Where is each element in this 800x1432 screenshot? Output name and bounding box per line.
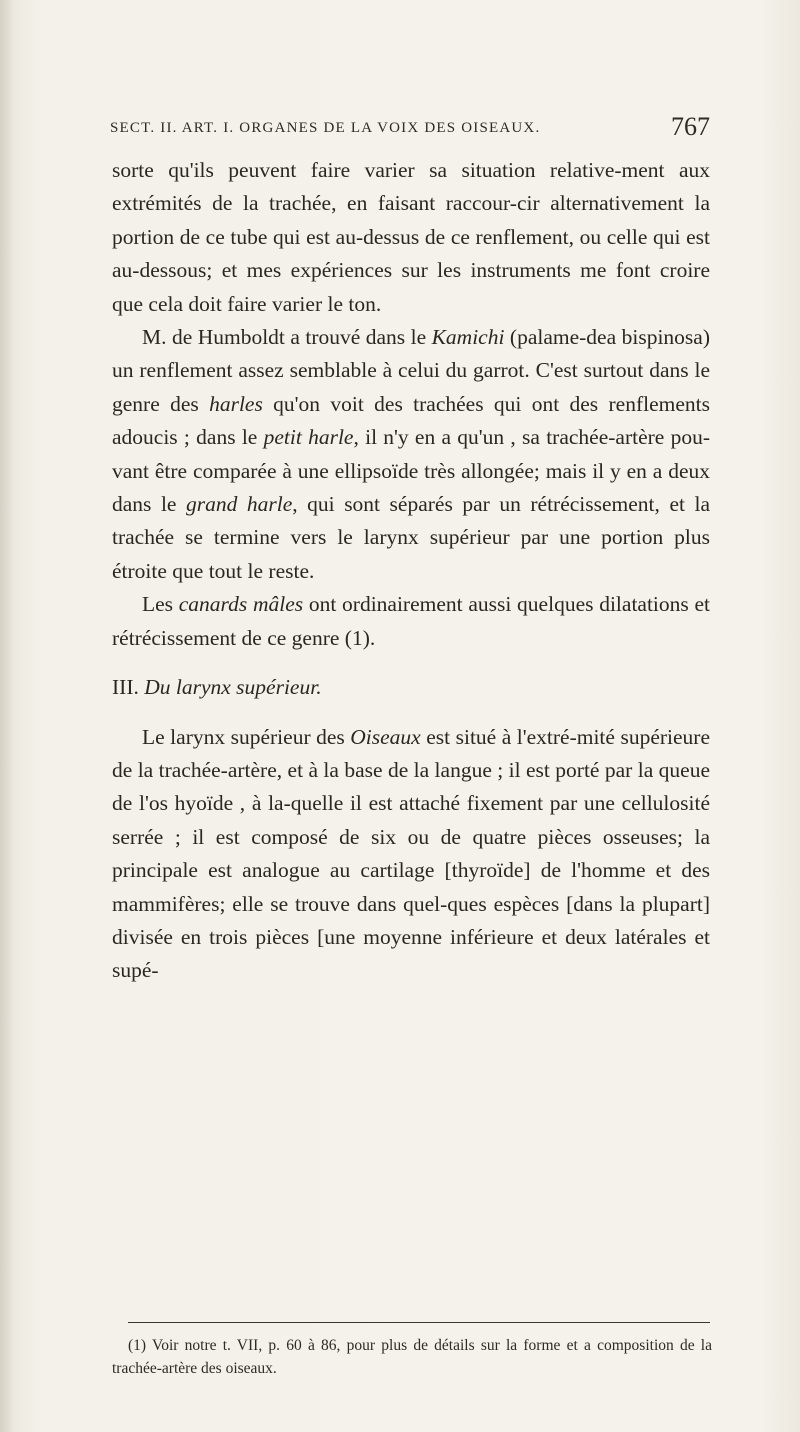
text-run: est situé à l'extré-mité supérieure de la trachée-artère, et à la base de la langue ; il est porté par la queue de l'os hyoïde , à la-quelle il est attaché fixement par une cellulosité serrée ; il est composé de six ou de quatre pièces osseuses; la principale est analogue au cartilage [thyroïde] de l'homme et des mammifères; elle se trouve dans quel-ques espèces [dans la plupart] divisée en trois pièces [une moyenne inférieure et deux latérales et supé- <box>112 724 710 983</box>
footnote-text: (1) Voir notre t. VII, p. 60 à 86, pour plus de détails sur la forme et a composition de la trachée-artère des oiseaux. <box>112 1337 712 1377</box>
text-run: , qui sont séparés par un rétrécissement, et la trachée se termine vers le larynx supérieur par une portion plus étroite que tout le reste. <box>112 492 711 583</box>
text-run: Le larynx supérieur des <box>142 724 351 749</box>
text-run: M. de Humboldt a trouvé dans le <box>142 325 432 350</box>
italic-term-grand-harle: grand harle <box>186 492 293 517</box>
binding-shadow <box>0 0 14 1432</box>
section-number: III. <box>112 675 145 700</box>
body-text <box>112 154 710 988</box>
text-run: Les <box>142 592 179 617</box>
running-title: SECT. II. ART. I. ORGANES DE LA VOIX DES OISEAUX. <box>110 120 541 136</box>
paragraph-2 <box>112 321 710 588</box>
text-run: qu'on voit des trachées qui ont des renflements adoucis ; dans le <box>112 391 710 450</box>
section-heading <box>112 671 710 704</box>
footnote-rule <box>128 1322 710 1323</box>
paragraph-4 <box>112 721 710 988</box>
paragraph-3 <box>112 588 710 655</box>
text-run: ont ordinairement aussi quelques dilatations et rétrécissement de ce genre (1). <box>112 592 711 650</box>
italic-term-oiseaux: Oiseaux <box>350 724 421 749</box>
running-header <box>110 108 710 148</box>
italic-term-harles: harles <box>209 391 263 416</box>
italic-term-canards-males: canards mâles <box>178 592 304 617</box>
section-title: Du larynx supérieur. <box>144 675 322 700</box>
italic-term-kamichi: Kamichi <box>431 325 505 350</box>
italic-term-petit-harle: petit harle <box>263 425 354 450</box>
text-run: (palame-dea bispinosa) un renflement assez semblable à celui du garrot. C'est surtout dans le genre des <box>112 325 710 416</box>
text-run: , il n'y en a qu'un , sa trachée-artère pou-vant être comparée à une ellipsoïde très allongée; mais il y en a deux dans le <box>112 425 711 517</box>
footnote <box>112 1334 712 1380</box>
page-number: 767 <box>671 112 710 141</box>
paragraph-1: sorte qu'ils peuvent faire varier sa situation relative-ment aux extrémités de la trachée, en faisant raccour-cir alternativement la portion de ce tube qui est au-dessus de ce renflement, ou celle qui est au-dessous; et mes expériences sur les instruments me font croire que cela doit faire varier le ton. <box>112 158 710 316</box>
